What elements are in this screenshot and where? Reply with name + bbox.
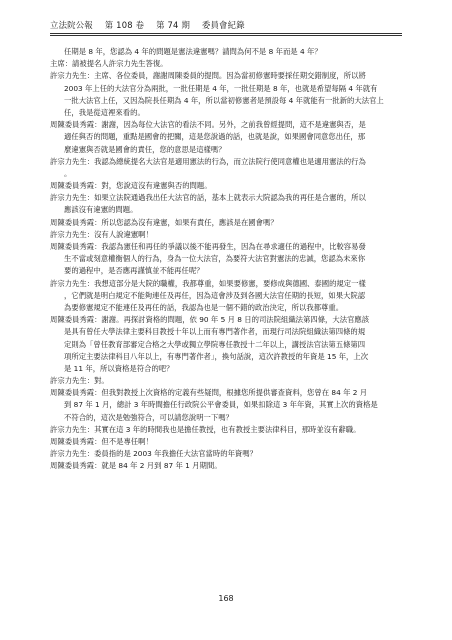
issue-number: 第 74 期 (156, 20, 191, 30)
page-number: 168 (218, 594, 234, 603)
publication-name: 立法院公報 (50, 20, 93, 30)
transcript-line: 應該沒有違憲的問題。 (64, 205, 138, 215)
transcript-line: 要的過程中，是否應再謹慎並不能再任呢？ (64, 266, 204, 276)
transcript-line: 。 (64, 168, 72, 178)
transcript-line: 是具有曾任大學法律主要科目教授十年以上而有專門著作者，而現行司法院組織法第四條的規 (64, 327, 366, 337)
transcript-line: 周陳委員秀霞：所以您認為沒有違憲，如果有責任，應該是在國會嗎？ (50, 217, 278, 227)
transcript-line: ，它們就是明白規定不能夠連任及再任，因為這會涉及到各國大法官任期的長短，如果大院認 (64, 290, 366, 300)
transcript-line: 2003 年上任的大法官分為兩批，一批任期是 4 年，一批任期是 8 年，也就是希望每隔 4 年就有 (64, 83, 378, 93)
transcript-line: 周陳委員秀霞：謝謝，因為每位大法官的看法不同。另外，之前我曾經提問，這不是違憲與否，是 (50, 120, 366, 130)
transcript-line: 項所定主要法律科目八年以上，有專門著作者」，換句話說，這次許教授的年資是 15 年，上次 (64, 351, 369, 361)
transcript-line: 許宗力先生：主席、各位委員，謝謝周陳委員的提問。因為當初修憲時要採任期交錯制度，所以將 (50, 71, 366, 81)
transcript-line: 麼違憲與否就是國會的責任，您的意思是這樣嗎？ (64, 144, 226, 154)
transcript-line: 周陳委員秀霞：我認為憲任和再任的爭議以後不能再發生，因為在尋求適任的過程中，比較容易發 (50, 242, 366, 251)
header-rule-top (50, 33, 402, 34)
transcript-body (50, 46, 404, 473)
section-name: 委員會紀錄 (201, 20, 245, 30)
transcript-line: 一批大法官上任，又因為院長任期為 4 年，所以當初修憲者是預設每 4 年就能有一批新的大法官上 (64, 95, 384, 105)
transcript-line: 主席：請被提名人許宗力先生答復。 (50, 59, 168, 69)
transcript-line: 適任與否的問題，重點是國會的把關，這是您說過的話，也就是說，如果國會同意您出任，那 (64, 132, 366, 142)
transcript-line: 許宗力先生：委員指的是 2003 年我擔任大法官當時的年資嗎？ (50, 449, 257, 459)
volume-number: 第 108 卷 (104, 20, 145, 30)
transcript-line: 周陳委員秀霞：但不是專任啊！ (50, 437, 153, 446)
transcript-line: 許宗力先生：如果立法院通過我出任大法官的話，基本上就表示大院認為我的再任是合憲的，所以 (50, 193, 366, 203)
transcript-line: 許宗力先生：沒有人說違憲啊！ (50, 229, 153, 239)
transcript-line: 許宗力先生：我認為總統提名大法官是適用憲法的行為，而立法院行使同意權也是適用憲法的行為 (50, 156, 366, 166)
transcript-line: 許宗力先生：我想這部分是大院的職權，我都尊重，如果要修憲，要修成與德國、泰國的規定一樣 (50, 278, 366, 288)
transcript-line: 周陳委員秀霞：對，您說這沒有違憲與否的問題。 (50, 181, 212, 191)
transcript-line: 生不當或刻意權衡個人的行為，身為一位大法官，為要符大法官對憲法的忠誠，您認為未來你 (64, 254, 366, 264)
transcript-line: 許宗力先生：對。 (50, 376, 109, 386)
header-rule-bottom (50, 35, 402, 36)
transcript-line: 到 87 年 1 月，總計 3 年時間擔任行政院公平會委員，如果扣除這 3 年年資，其實上次的資格是 (64, 400, 378, 410)
page-header (50, 19, 254, 31)
transcript-line: 任期是 8 年，您認為 4 年的問題是憲法違憲嗎？請問為何不是 8 年而是 4 年？ (64, 47, 322, 56)
transcript-line: 許宗力先生：其實在這 3 年的時間我也是擔任教授，也有教授主要法律科目，那時並沒有辭職。 (50, 424, 361, 434)
transcript-line: 任，我是從這裡來看的。 (64, 107, 145, 117)
transcript-line: 周陳委員秀霞：但我對教授上次資格的定義有些疑問，根據您所提供審查資料，您曾在 84 年 2 月 (50, 388, 368, 398)
transcript-line: 定則為「曾任教育部審定合格之大學或獨立學院專任教授十二年以上，講授法官法第五條第四 (64, 339, 366, 349)
transcript-line: 為要修憲規定不能連任及再任的話，我認為也是一個不錯的政治決定，所以我都尊重。 (64, 302, 344, 312)
transcript-line: 周陳委員秀霞：就是 84 年 2 月到 87 年 1 月期間。 (50, 461, 222, 471)
transcript-line: 是 11 年，所以資格是符合的吧？ (64, 363, 174, 373)
transcript-line: 不符合的，這次是勉強符合，可以請您說明一下嗎？ (64, 412, 233, 422)
transcript-line: 周陳委員秀霞：謝謝。再探討資格的問題，依 90 年 5 月 8 日的司法院組織法第四條，大法官應該 (50, 315, 370, 325)
